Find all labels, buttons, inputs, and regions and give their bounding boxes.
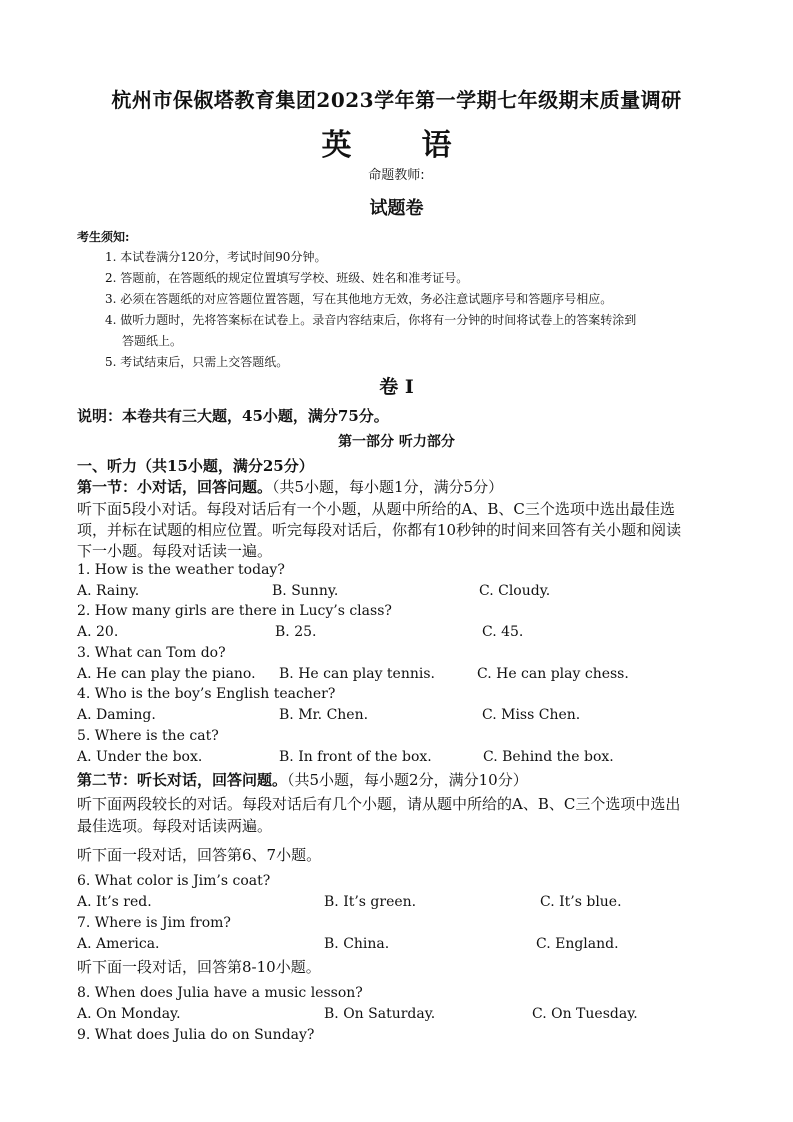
subject-title: 英 语 [321, 128, 472, 163]
dialog-instruction: 听下面一段对话，回答第8-10小题。 [77, 958, 321, 976]
question-9: 9. What does Julia do on Sunday? [77, 1027, 315, 1043]
node-title: 第二节：听长对话，回答问题。 [77, 771, 288, 789]
option-a: A. It’s red. [77, 894, 152, 910]
option-a: A. He can play the piano. [77, 666, 256, 682]
instruction-line: 项，并标在试题的相应位置。听完每段对话后，你都有10秒钟的时间来回答有关小题和阅读 [77, 521, 682, 539]
option-b: B. 25. [275, 624, 317, 640]
question-7: 7. Where is Jim from? [77, 915, 231, 931]
option-a: A. 20. [77, 624, 119, 640]
question-6: 6. What color is Jim’s coat? [77, 873, 271, 889]
volume-explanation: 说明：本卷共有三大题，45小题，满分75分。 [77, 407, 389, 425]
option-c: C. On Tuesday. [532, 1006, 638, 1022]
dialog-instruction: 听下面一段对话，回答第6、7小题。 [77, 846, 322, 864]
node-heading [77, 476, 503, 497]
teacher-line: 命题教师: [368, 168, 425, 183]
notice-item: 1. 本试卷满分120分，考试时间90分钟。 [105, 250, 327, 264]
option-c: C. It’s blue. [540, 894, 622, 910]
option-c: C. He can play chess. [477, 666, 629, 682]
notice-heading: 考生须知: [77, 230, 130, 244]
notice-item: 4. 做听力题时，先将答案标在试卷上。录音内容结束后，你将有一分钟的时间将试卷上的答案转涂到 [105, 313, 637, 327]
option-a: A. Daming. [77, 707, 156, 723]
option-b: B. On Saturday. [324, 1006, 436, 1022]
node-heading [77, 769, 528, 790]
option-c: C. 45. [482, 624, 524, 640]
option-b: B. He can play tennis. [279, 666, 435, 682]
notice-item: 3. 必须在答题纸的对应答题位置答题，写在其他地方无效，务必注意试题序号和答题序号相应。 [105, 292, 613, 306]
option-a: A. Under the box. [77, 749, 203, 765]
question-5: 5. Where is the cat? [77, 728, 219, 744]
paper-name: 试题卷 [369, 198, 424, 219]
option-a: A. Rainy. [77, 583, 140, 599]
option-a: A. America. [77, 936, 160, 952]
question-1: 1. How is the weather today? [77, 562, 285, 578]
instruction-line: 听下面5段小对话。每段对话后有一个小题，从题中所给的A、B、C三个选项中选出最佳选 [77, 500, 675, 518]
question-8: 8. When does Julia have a music lesson? [77, 985, 363, 1001]
question-3: 3. What can Tom do? [77, 645, 226, 661]
notice-item-cont: 答题纸上。 [122, 334, 183, 348]
option-b: B. Mr. Chen. [279, 707, 369, 723]
option-c: C. Behind the box. [483, 749, 614, 765]
node-title: 第一节：小对话，回答问题。 [77, 478, 273, 496]
exam-title: 杭州市保俶塔教育集团2023学年第一学期七年级期末质量调研 [111, 88, 682, 112]
node-scoring: （共5小题，每小题2分，满分10分） [287, 771, 528, 789]
option-c: C. Cloudy. [479, 583, 551, 599]
option-b: B. In front of the box. [279, 749, 432, 765]
notice-item: 2. 答题前，在答题纸的规定位置填写学校、班级、姓名和准考证号。 [105, 271, 469, 285]
option-a: A. On Monday. [77, 1006, 181, 1022]
section-heading: 一、听力（共15小题，满分25分） [77, 457, 314, 475]
option-c: C. England. [536, 936, 619, 952]
instruction-line: 最佳选项。每段对话读两遍。 [77, 817, 273, 835]
option-b: B. Sunny. [272, 583, 339, 599]
option-b: B. China. [324, 936, 390, 952]
volume-title: 卷 I [379, 376, 414, 398]
part-title: 第一部分 听力部分 [338, 434, 455, 450]
instruction-line: 听下面两段较长的对话。每段对话后有几个小题，请从题中所给的A、B、C三个选项中选出 [77, 795, 681, 813]
question-4: 4. Who is the boy’s English teacher? [77, 686, 336, 702]
notice-item: 5. 考试结束后，只需上交答题纸。 [105, 355, 289, 369]
question-2: 2. How many girls are there in Lucy’s class? [77, 603, 392, 619]
instruction-line: 下一小题。每段对话读一遍。 [77, 542, 273, 560]
node-scoring: （共5小题，每小题1分，满分5分） [272, 478, 504, 496]
option-b: B. It’s green. [324, 894, 417, 910]
option-c: C. Miss Chen. [482, 707, 581, 723]
